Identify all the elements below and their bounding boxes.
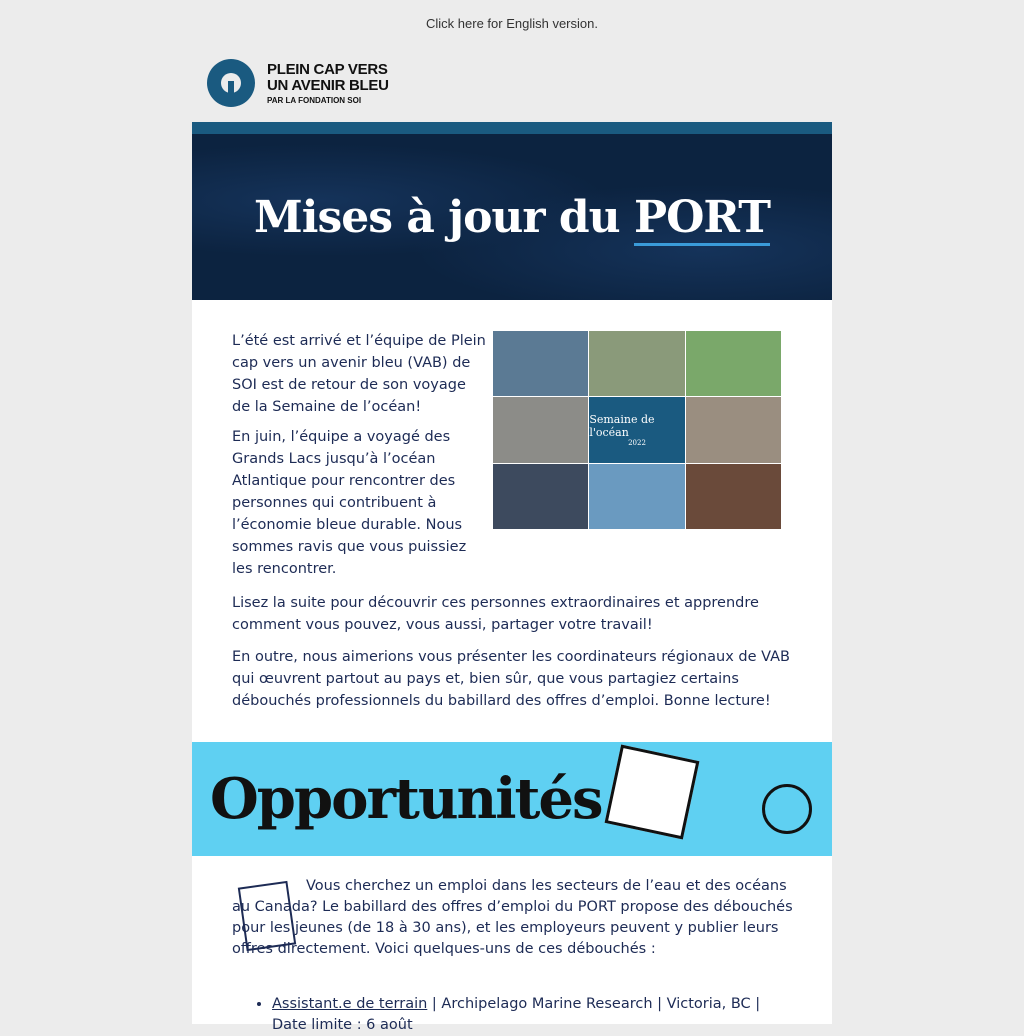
intro-paragraph-2: En juin, l’équipe a voyagé des Grands Lacs jusqu’à l’océan Atlantique pour rencontrer des personnes qui contribuent à l’économie bleue durable. Nous sommes ravis que vous puissiez les rencontrer.: [232, 429, 467, 577]
intro-paragraph-3: Lisez la suite pour découvrir ces personnes extraordinaires et apprendre comment vous pouvez, vous aussi, partager votre travail!: [232, 595, 759, 633]
intro-paragraph-1: L’été est arrivé et l’équipe de Plein cap vers un avenir bleu (VAB) de SOI est de retour de son voyage de la Semaine de l’océan!: [232, 333, 486, 415]
opportunities-section: [192, 856, 832, 1033]
intro-paragraph-4: En outre, nous aimerions vous présenter les coordinateurs régionaux de VAB qui œuvrent partout au pays et, bien sûr, que vous partagiez certains débouchés professionnels du babillard des offres d’emploi. Bonne lecture!: [232, 649, 790, 709]
photo-collage: [493, 331, 781, 529]
intro-section: [192, 300, 832, 742]
job-link[interactable]: Assistant.e de terrain: [272, 996, 428, 1012]
opportunities-banner: [192, 742, 832, 856]
logo-line1: PLEIN CAP VERS: [267, 60, 388, 78]
logo-line3: PAR LA FONDATION SOI: [267, 95, 362, 105]
hero-banner: [192, 134, 832, 300]
opportunities-paragraph: Vous cherchez un emploi dans les secteurs de l’eau et des océans au Canada? Le babillard des offres d’emploi du PORT propose des débouchés pour les jeunes (de 18 à 30 ans), et les employeurs peuvent y publier leurs offres directement. Voici quelques-uns de ces débouchés :: [232, 878, 793, 957]
hero-title: Mises à jour du PORT: [254, 192, 770, 243]
document-icon: [605, 745, 700, 840]
logo-line2: UN AVENIR BLEU: [267, 76, 389, 94]
english-version-link[interactable]: Click here for English version.: [426, 16, 598, 31]
opportunities-title: Opportunités: [210, 766, 602, 832]
globe-hands-icon: [762, 784, 812, 834]
collage-year: 2022: [628, 438, 646, 447]
job-details: | Archipelago Marine Research | Victoria, BC | Date limite : 6 août: [272, 996, 761, 1033]
job-item: [272, 994, 797, 1036]
job-list: [272, 994, 797, 1036]
header-strip: [192, 122, 832, 134]
logo-mark-icon: [207, 59, 255, 107]
logo: [207, 59, 389, 107]
collage-title: Semaine de l'océan: [589, 412, 655, 439]
